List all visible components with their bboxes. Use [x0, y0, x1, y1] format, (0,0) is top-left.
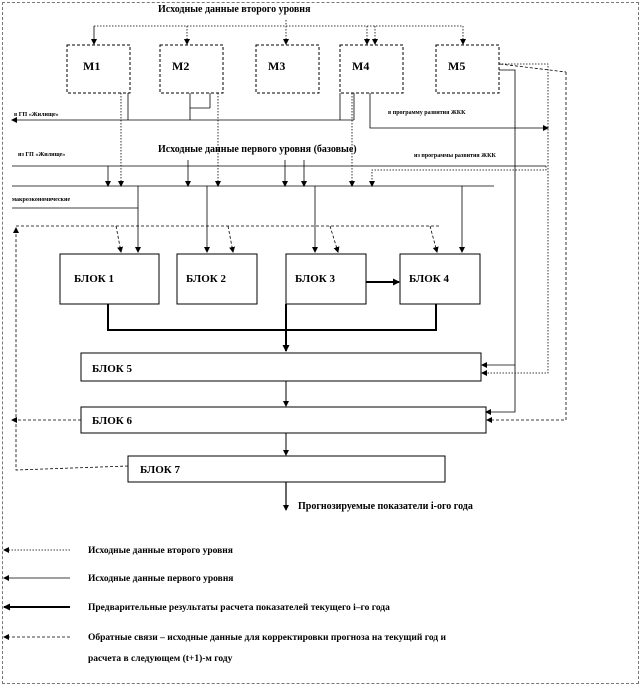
legend-text-second-level: Исходные данные второго уровня — [88, 546, 233, 556]
block-4-label: БЛОК 4 — [409, 273, 449, 285]
far-right-feedback — [487, 64, 566, 420]
blocks-join — [108, 304, 436, 351]
model-label-m2: М2 — [172, 59, 190, 73]
model-label-m1: М1 — [83, 59, 101, 73]
model-label-m5: М5 — [448, 59, 466, 73]
macro-line — [12, 186, 462, 252]
legend-text-feedback-1: Обратные связи – исходные данные для корректировки прогноза на текущий год и — [88, 633, 446, 643]
block-2-label: БЛОК 2 — [186, 273, 226, 285]
block-5 — [81, 353, 481, 381]
label-from-program-right: из программы развития ЖКК — [414, 153, 496, 159]
second-level-into-bus — [121, 93, 546, 186]
blocks-row — [60, 254, 480, 304]
first-level-bus — [12, 160, 546, 186]
model-label-m4: М4 — [352, 59, 370, 73]
model-boxes — [67, 45, 499, 93]
block-6-label: БЛОК 6 — [92, 415, 132, 427]
second-level-title: Исходные данные второго уровня — [158, 4, 311, 15]
legend — [4, 546, 446, 664]
output-label: Прогнозируемые показатели i-ого года — [298, 501, 473, 512]
m-outputs-left — [12, 93, 354, 120]
legend-text-feedback-2: расчета в следующем (t+1)-м году — [88, 654, 233, 664]
label-to-program-right: в программу развития ЖКК — [388, 110, 466, 116]
feedback-top-line — [16, 226, 440, 252]
block-7-label: БЛОК 7 — [140, 464, 180, 476]
label-macro: макроэкономические — [12, 197, 71, 203]
block-6 — [81, 407, 486, 433]
model-box-m3 — [256, 45, 319, 93]
legend-text-preliminary: Предварительные результаты расчета показателей текущего i–го года — [88, 603, 390, 613]
block-5-label: БЛОК 5 — [92, 363, 132, 375]
second-level-distribution — [94, 20, 463, 44]
m5-right-lines — [482, 70, 515, 412]
model-label-m3: М3 — [268, 59, 286, 73]
label-from-gp-left: из ГП «Жилище» — [18, 152, 66, 158]
model-box-m5 — [436, 45, 499, 93]
block-1-label: БЛОК 1 — [74, 273, 114, 285]
label-to-gp-left: в ГП «Жилище» — [14, 112, 59, 118]
block-3-label: БЛОК 3 — [295, 273, 335, 285]
legend-text-first-level: Исходные данные первого уровня — [88, 574, 234, 584]
first-level-title: Исходные данные первого уровня (базовые) — [158, 144, 357, 155]
model-box-m2 — [160, 45, 223, 93]
model-box-m4 — [340, 45, 403, 93]
